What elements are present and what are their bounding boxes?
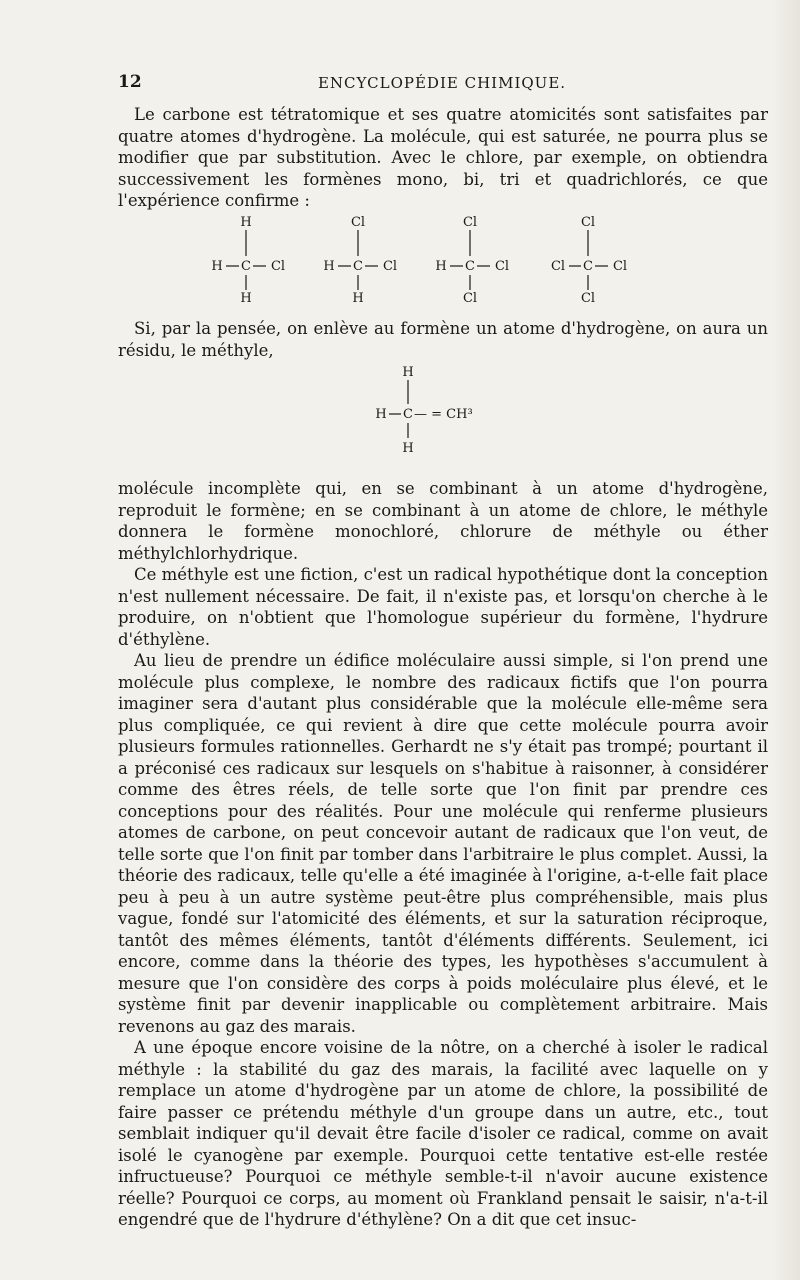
atom-top: H [402,365,414,380]
atom-right: Cl [612,259,628,274]
page-edge [772,0,800,1280]
paragraph: Au lieu de prendre un édifice moléculaire aussi simple, si l'on prend une molécule plus complexe, le nombre des radicaux fictifs que l'on pourra imaginer sera d'autant plus considérable que la molécule elle-même sera plus compliquée, ce qui revient à dire que cette molécule pourra avoir plusieurs formules rationnelles. Gerhardt ne s'y était pas trompé; pourtant il a préconisé ces radicaux sur lesquels on s'habitue à raisonner, à considérer comme des êtres réels, de telle sorte que l'on finit par prendre ces conceptions pour des réalités. Pour une molécule qui renferme plusieurs atomes de carbone, on peut concevoir autant de radicaux que l'on veut, de telle sorte que l'on finit par tomber dans l'arbitraire le plus complet. Aussi, la théorie des radicaux, telle qu'elle a été imaginée à l'origine, a-t-elle fait place peu à peu à un autre système peut-être plus compréhensible, mais plus vague, fondé sur l'atomicité des éléments, et sur la saturation réciproque, tantôt des mêmes éléments, tantôt d'éléments différents. Seulement, ici encore, comme dans la théorie des types, les hypothèses s'accumulent à mesure que l'on considère des corps à poids moléculaire plus élevé, et le système finit par devenir inapplicable ou complètement arbitraire. Mais revenons au gaz des marais. [118,651,768,1036]
running-title: ENCYCLOPÉDIE CHIMIQUE. [317,74,567,92]
paragraph: Le carbone est tétratomique et ses quatre atomicités sont satisfaites par quatre atomes d'hydrogène. La molécule, qui est saturée, ne pourra plus se modifier que par substitution. Avec le chlore, par exemple, on obtiendra successivement les formènes mono, bi, tri et quadrichlorés, ce que l'expérience confirme : [118,105,768,210]
atom-right: Cl [382,259,398,274]
atom-bottom: Cl [580,291,596,306]
page-number: 12 [118,72,142,92]
atom-top: Cl [580,215,596,230]
atom-right: — = CH³ [414,407,473,422]
atom-right: Cl [270,259,286,274]
atom-left: Cl [550,259,566,274]
paragraph: Si, par la pensée, on enlève au formène un atome d'hydrogène, on aura un résidu, le méthyle, [118,319,768,360]
paragraph: A une époque encore voisine de la nôtre, on a cherché à isoler le radical méthyle : la stabilité du gaz des marais, la facilité avec laquelle on y remplace un atome d'hydrogène par un atome de chlore, la possibilité de faire passer ce prétendu méthyle d'un groupe dans un autre, etc., tout semblait indiquer qu'il devait être facile d'isoler ce radical, comme on avait isolé le cyanogène par exemple. Pourquoi cette tentative est-elle restée infructueuse? Pourquoi ce méthyle semble-t-il n'avoir aucune existence réelle? Pourquoi ce corps, au moment où Frankland pensait le saisir, n'a-t-il engendré que de l'hydrure d'éthylène? On a dit que cet insuc- [118,1038,768,1229]
atom-top: Cl [350,215,366,230]
atom-bottom: H [240,291,252,306]
atom-bottom: H [402,441,414,456]
atom-left: H [375,407,387,422]
paragraph: Ce méthyle est une fiction, c'est un radical hypothétique dont la conception n'est nullement nécessaire. De fait, il n'existe pas, et lorsqu'on cherche à le produire, on n'obtient que l'homologue supérieur du formène, l'hydrure d'éthylène. [118,565,768,649]
atom-bottom: H [352,291,364,306]
formula-tetrachloro [551,215,627,306]
atom-center: C [403,407,413,422]
atom-left: H [435,259,447,274]
formula-trichloro [435,215,509,306]
formula-dichloro [323,215,397,306]
atom-right: Cl [494,259,510,274]
atom-left: H [211,259,223,274]
atom-center: C [353,259,363,274]
atom-top: Cl [462,215,478,230]
residue-paragraph [118,318,768,361]
atom-center: C [465,259,475,274]
atom-left: H [323,259,335,274]
body-text [118,478,768,1231]
atom-center: C [583,259,593,274]
atom-bottom: Cl [462,291,478,306]
atom-center: C [241,259,251,274]
formula-methyl [375,365,472,456]
paragraph: molécule incomplète qui, en se combinant à un atome d'hydrogène, reproduit le formène; en se combinant à un atome de chlore, le méthyle donnera le formène monochloré, chlorure de méthyle ou éther méthylchlorhydrique. [118,479,768,563]
formula-monochloro [211,215,285,306]
atom-top: H [240,215,252,230]
